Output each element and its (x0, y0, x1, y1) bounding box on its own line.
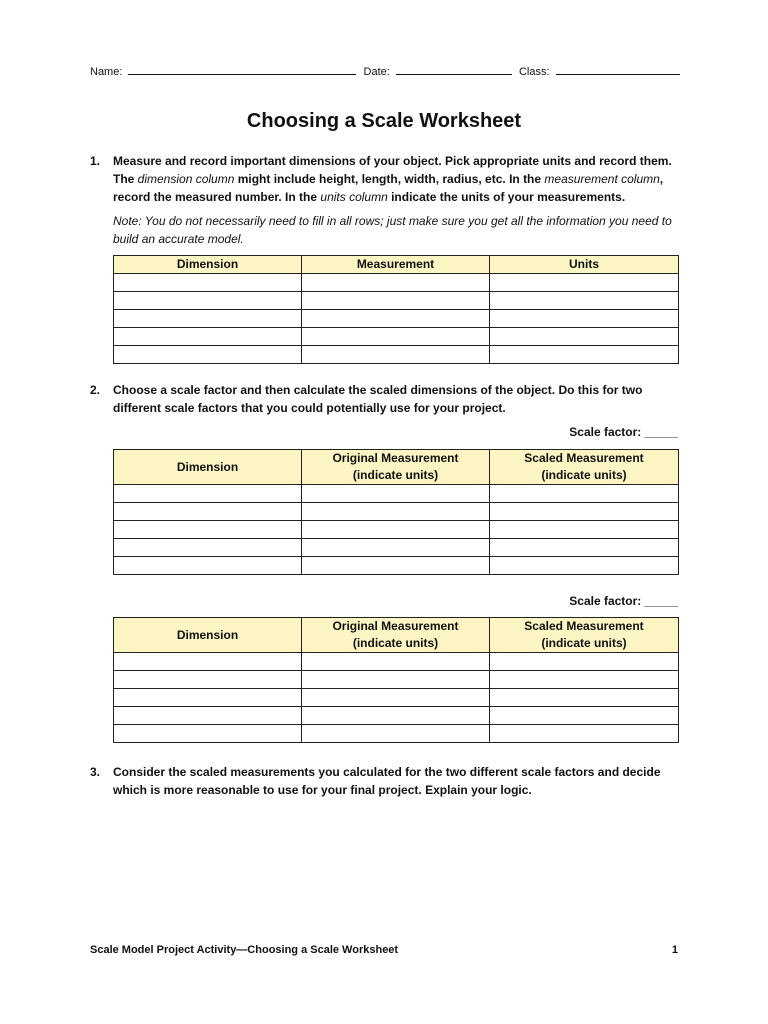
class-label: Class: (518, 66, 550, 78)
table-row (114, 485, 679, 503)
table-cell[interactable] (490, 274, 679, 292)
table-cell[interactable] (302, 689, 490, 707)
table-row (114, 274, 679, 292)
name-label: Name: (90, 66, 123, 78)
table-cell[interactable] (302, 274, 490, 292)
table-cell[interactable] (114, 503, 302, 521)
table-cell[interactable] (114, 689, 302, 707)
table-cell[interactable] (490, 328, 679, 346)
table-cell[interactable] (302, 346, 490, 364)
question-1 (90, 152, 690, 206)
table-row (114, 521, 679, 539)
header-line: Original Measurement (332, 451, 459, 465)
date-label: Date: (363, 66, 390, 78)
question-3-text: Consider the scaled measurements you calculated for the two different scale factors and decide which is more reasonable to use for your final project. Explain your logic. (113, 765, 661, 797)
table-cell[interactable] (302, 328, 490, 346)
table-cell[interactable] (114, 653, 302, 671)
question-1-note: Note: You do not necessarily need to fill in all rows; just make sure you get all the information you need to build an accurate model. (113, 214, 672, 246)
text-run: might include height, length, width, radius, etc. In the (234, 172, 545, 186)
text-run: , (659, 172, 664, 186)
table-row (114, 346, 679, 364)
table-cell[interactable] (490, 346, 679, 364)
table-row (114, 707, 679, 725)
table-row (114, 689, 679, 707)
table-cell[interactable] (302, 653, 490, 671)
question-3 (90, 763, 690, 799)
column-header-scaled (490, 450, 679, 485)
table-cell[interactable] (114, 539, 302, 557)
table-cell[interactable] (302, 521, 490, 539)
column-header-dimension: Dimension (114, 618, 302, 653)
table-cell[interactable] (302, 707, 490, 725)
header-line: Scaled Measurement (524, 451, 644, 465)
table-cell[interactable] (302, 485, 490, 503)
table-cell[interactable] (490, 725, 679, 743)
table-row (114, 328, 679, 346)
text-run: The (113, 172, 138, 186)
table-row (114, 557, 679, 575)
header-line: Scaled Measurement (524, 619, 644, 633)
page-number: 1 (671, 944, 678, 956)
table-cell[interactable] (114, 521, 302, 539)
column-header-dimension: Dimension (114, 450, 302, 485)
table-cell[interactable] (114, 725, 302, 743)
dimension-table (113, 255, 679, 364)
table-cell[interactable] (490, 292, 679, 310)
table-cell[interactable] (490, 707, 679, 725)
text-run: record the measured number. In the (113, 190, 321, 204)
table-cell[interactable] (302, 310, 490, 328)
name-field[interactable] (128, 64, 356, 75)
table-cell[interactable] (114, 292, 302, 310)
column-header-original (302, 450, 490, 485)
table-cell[interactable] (490, 503, 679, 521)
column-header-dimension: Dimension (114, 256, 302, 274)
table-cell[interactable] (114, 671, 302, 689)
table-row (114, 671, 679, 689)
class-field[interactable] (556, 64, 680, 75)
table-cell[interactable] (114, 346, 302, 364)
column-header-scaled (490, 618, 679, 653)
page-title: Choosing a Scale Worksheet (246, 110, 522, 132)
question-1-line (113, 188, 690, 206)
scale-factor-label: Scale factor: _____ (569, 425, 678, 439)
question-number: 1. (90, 154, 101, 168)
table-cell[interactable] (490, 485, 679, 503)
footer-title: Scale Model Project Activity—Choosing a Scale Worksheet (90, 944, 399, 956)
date-field[interactable] (396, 64, 512, 75)
table-row (114, 539, 679, 557)
header-line: (indicate units) (541, 636, 627, 650)
table-cell[interactable] (490, 521, 679, 539)
scaled-table-2 (113, 617, 679, 743)
table-row (114, 725, 679, 743)
table-cell[interactable] (114, 310, 302, 328)
table-row (114, 503, 679, 521)
table-cell[interactable] (114, 328, 302, 346)
table-cell[interactable] (302, 557, 490, 575)
text-run: indicate the units of your measurements. (387, 190, 626, 204)
column-header-original (302, 618, 490, 653)
question-number: 2. (90, 383, 101, 397)
text-run-italic: dimension column (137, 172, 235, 186)
column-header-units: Units (490, 256, 679, 274)
table-cell[interactable] (302, 292, 490, 310)
scale-factor-label: Scale factor: _____ (569, 594, 678, 608)
question-1-text (113, 152, 690, 206)
table-cell[interactable] (490, 653, 679, 671)
header-line: (indicate units) (352, 636, 439, 650)
question-number: 3. (90, 765, 101, 779)
table-cell[interactable] (490, 557, 679, 575)
text-run-italic: measurement column (544, 172, 660, 186)
table-cell[interactable] (114, 485, 302, 503)
text-run-italic: units column (320, 190, 388, 204)
question-2 (90, 381, 690, 417)
table-cell[interactable] (302, 671, 490, 689)
table-cell[interactable] (490, 689, 679, 707)
scaled-table-1 (113, 449, 679, 575)
table-row (114, 292, 679, 310)
table-header-row (114, 450, 679, 485)
table-row (114, 653, 679, 671)
question-1-line: Measure and record important dimensions of your object. Pick appropriate units and record them. (113, 154, 672, 168)
table-cell[interactable] (114, 557, 302, 575)
table-cell[interactable] (302, 725, 490, 743)
table-header-row (114, 256, 679, 274)
table-cell[interactable] (490, 671, 679, 689)
question-2-text: Choose a scale factor and then calculate the scaled dimensions of the object. Do this for two different scale factors that you could potentially use for your project. (113, 383, 643, 415)
question-1-line (113, 170, 690, 188)
column-header-measurement: Measurement (302, 256, 490, 274)
header-line: Original Measurement (332, 619, 459, 633)
table-cell[interactable] (490, 310, 679, 328)
header-line: (indicate units) (541, 468, 627, 482)
table-header-row (114, 618, 679, 653)
table-cell[interactable] (490, 539, 679, 557)
header-line: (indicate units) (352, 468, 439, 482)
table-cell[interactable] (114, 274, 302, 292)
table-cell[interactable] (302, 503, 490, 521)
table-row (114, 310, 679, 328)
header-fields (90, 64, 690, 78)
table-cell[interactable] (114, 707, 302, 725)
table-cell[interactable] (302, 539, 490, 557)
